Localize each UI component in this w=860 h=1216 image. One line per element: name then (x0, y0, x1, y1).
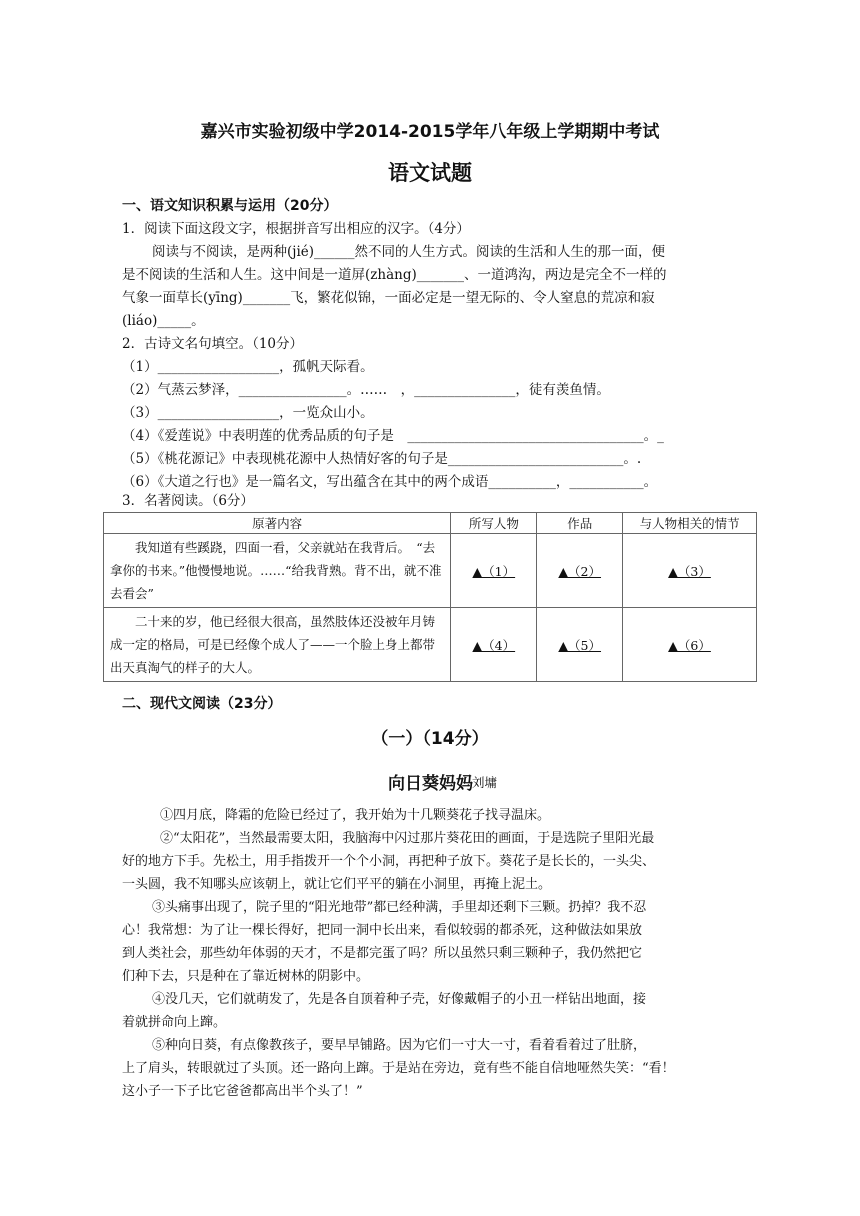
q2-item: （4）《爱莲说》中表明莲的优秀品质的句子是 ___________________________________。_ (122, 428, 664, 444)
q3-prompt: 3．名著阅读。（6分） (122, 493, 254, 509)
table-header-row (104, 513, 757, 534)
q1-line: 是不阅读的生活和人生。这中间是一道屏(zhàng)_______、一道鸿沟，两边是完全不一样的 (122, 267, 667, 283)
excerpt-cell: 我知道有些蹊跷，四面一看，父亲就站在我背后。 “去拿你的书来。”他慢慢地说。……“给我背熟。背不出，就不准去看会” (104, 534, 451, 608)
essay-line: ③头痛事出现了，院子里的“阳光地带”都已经种满，手里却还剩下三颗。扔掉？我不忍 (152, 900, 647, 915)
q1-line: (liáo)_____。 (122, 313, 205, 329)
section2-heading: 二、现代文阅读（23分） (122, 696, 282, 712)
q2-item: （3）__________________，一览众山小。 (122, 405, 374, 421)
essay-line: 上了肩头，转眼就过了头顶。还一路向上蹿。于是站在旁边，竟有些不能自信地哑然失笑：“看！ (122, 1061, 675, 1076)
q2-item: （6）《大道之行也》是一篇名文，写出蕴含在其中的两个成语__________，___________。 (122, 474, 658, 490)
answer-blank: ▲（3） (623, 534, 757, 608)
q2-item: （5）《桃花源记》中表现桃花源中人热情好客的句子是__________________________。. (122, 451, 642, 467)
q2-item: （2）气蒸云梦泽，________________。…… ，_______________，徒有羡鱼情。 (122, 382, 610, 398)
novel-reading-table (103, 512, 757, 682)
essay-line: ⑤种向日葵，有点像教孩子，要早早铺路。因为它们一寸大一寸，看着看着过了肚脐， (152, 1038, 647, 1053)
q2-prompt: 2．古诗文名句填空。（10分） (122, 336, 304, 352)
essay-line: 好的地方下手。先松土，用手指拨开一个个小洞，再把种子放下。葵花子是长长的，一头尖、 (122, 854, 656, 869)
table-header: 作品 (537, 513, 623, 534)
exam-subtitle: 语文试题 (388, 161, 472, 185)
essay-line: 这小子一下子比它爸爸都高出半个头了！” (122, 1084, 363, 1099)
exam-title: 嘉兴市实验初级中学2014-2015学年八年级上学期期中考试 (200, 122, 660, 142)
essay-line: ④没几天，它们就萌发了，先是各自顶着种子壳，好像戴帽子的小丑一样钻出地面，接 (152, 992, 647, 1007)
table-row (104, 608, 757, 682)
answer-blank: ▲（6） (623, 608, 757, 682)
q1-line: 气象一面草长(yīng)_______飞，繁花似锦，一面必定是一望无际的、令人窒息的荒凉和寂 (122, 290, 655, 306)
essay-line: 们种下去，只是种在了靠近树林的阴影中。 (122, 969, 370, 984)
essay-line: ②“太阳花”，当然最需要太阳，我脑海中闪过那片葵花田的画面，于是选院子里阳光最 (160, 831, 655, 846)
table-header: 与人物相关的情节 (623, 513, 757, 534)
article-author: 刘墉 (472, 775, 498, 790)
answer-blank: ▲（2） (537, 534, 623, 608)
excerpt-cell: 二十来的岁，他已经很大很高，虽然肢体还没被年月铸成一定的格局，可是已经像个成人了——一个脸上身上都带出天真淘气的样子的大人。 (104, 608, 451, 682)
essay-line: 到人类社会，那些幼年体弱的天才，不是都完蛋了吗？所以虽然只剩三颗种子，我仍然把它 (122, 946, 643, 961)
table-header: 原著内容 (104, 513, 451, 534)
essay-line: ①四月底，降霜的危险已经过了，我开始为十几颗葵花子找寻温床。 (160, 808, 551, 823)
essay-line: 心！我常想：为了让一棵长得好，把同一洞中长出来，看似较弱的都杀死，这种做法如果放 (122, 923, 643, 938)
table-row (104, 534, 757, 608)
answer-blank: ▲（1） (451, 534, 537, 608)
article-title: 向日葵妈妈 (388, 774, 473, 794)
essay-line: 着就拼命向上蹿。 (122, 1015, 227, 1030)
answer-blank: ▲（4） (451, 608, 537, 682)
section1-heading: 一、语文知识积累与运用（20分） (122, 198, 338, 214)
q1-prompt: 1．阅读下面这段文字，根据拼音写出相应的汉字。（4分） (122, 221, 470, 237)
table-header: 所写人物 (451, 513, 537, 534)
part-label: （一）（14分） (371, 729, 489, 749)
q2-item: （1）__________________，孤帆天际看。 (122, 359, 374, 375)
essay-line: 一头圆，我不知哪头应该朝上，就让它们平平的躺在小洞里，再掩上泥土。 (122, 877, 552, 892)
answer-blank: ▲（5） (537, 608, 623, 682)
q1-line: 阅读与不阅读，是两种(jié)______然不同的人生方式。阅读的生活和人生的那一面，便 (152, 244, 666, 260)
